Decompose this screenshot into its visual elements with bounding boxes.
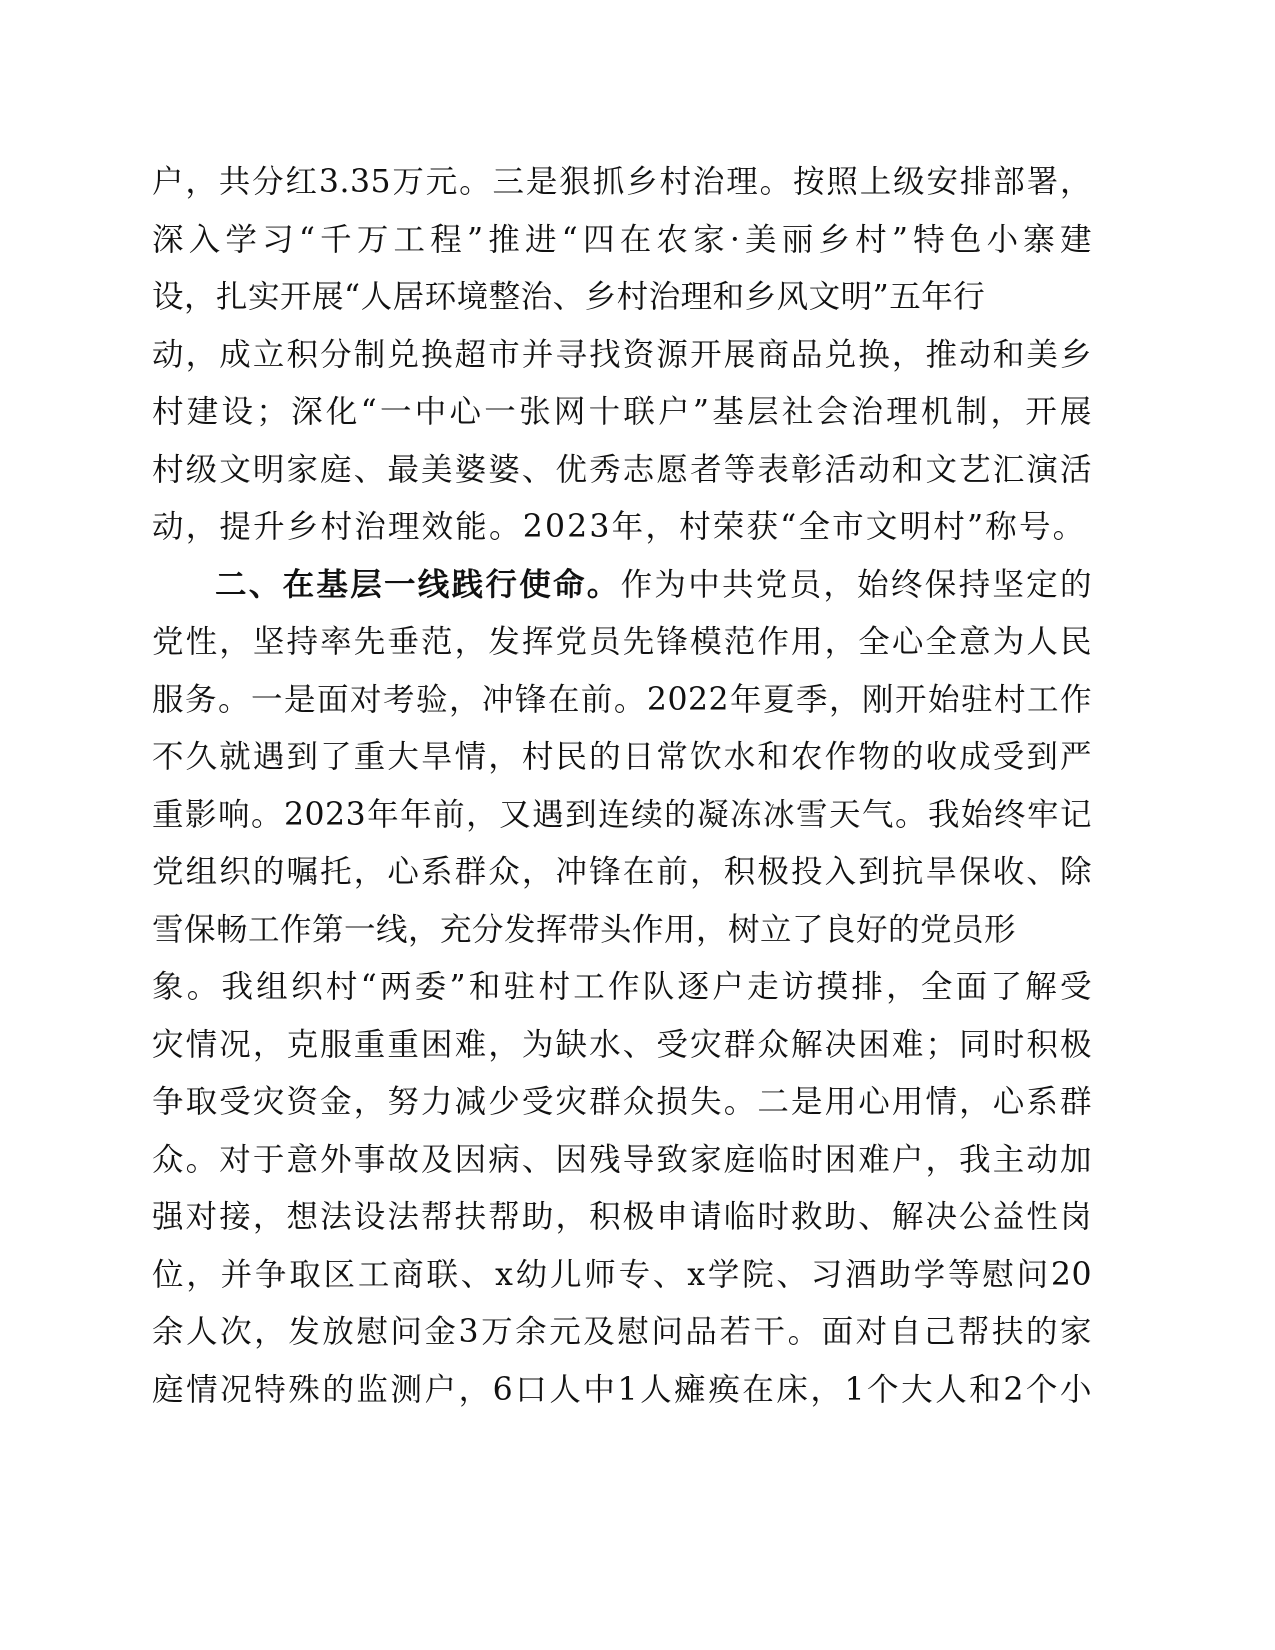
text-line: 灾情况，克服重重困难，为缺水、受灾群众解决困难；同时积极	[152, 1026, 1092, 1063]
text-line: 不久就遇到了重大旱情，村民的日常饮水和农作物的收成受到严	[152, 739, 1092, 775]
text-line: 设，扎实开展“人居环境整治、乡村治理和乡风文明”五年行	[152, 279, 986, 315]
text-line: 党组织的嘱托，心系群众，冲锋在前，积极投入到抗旱保收、除	[152, 854, 1092, 890]
section-heading-rest: 作为中共党员，始终保持坚定的	[620, 566, 1092, 603]
text-line: 位，并争取区工商联、x幼儿师专、x学院、习酒助学等慰问20	[152, 1256, 1092, 1293]
text-line: 争取受灾资金，努力减少受灾群众损失。二是用心用情，心系群	[152, 1084, 1092, 1120]
text-line: 雪保畅工作第一线，充分发挥带头作用，树立了良好的党员形	[152, 911, 1017, 948]
text-line: 服务。一是面对考验，冲锋在前。2022年夏季，刚开始驻村工作	[152, 681, 1092, 718]
text-line: 户，共分红3.35万元。三是狠抓乡村治理。按照上级安排部署，	[152, 164, 1092, 200]
text-line: 动，提升乡村治理效能。2023年，村荣获“全市文明村”称号。	[152, 509, 1087, 545]
text-line: 深入学习“千万工程”推进“四在农家·美丽乡村”特色小寨建	[152, 221, 1092, 258]
text-line: 强对接，想法设法帮扶帮助，积极申请临时救助、解决公益性岗	[152, 1199, 1092, 1235]
section-heading: 二、在基层一线践行使命。	[215, 566, 621, 603]
text-line: 动，成立积分制兑换超市并寻找资源开展商品兑换，推动和美乡	[152, 336, 1092, 373]
text-line: 众。对于意外事故及因病、因残导致家庭临时困难户，我主动加	[152, 1141, 1092, 1178]
text-line: 象。我组织村“两委”和驻村工作队逐户走访摸排，全面了解受	[152, 969, 1092, 1005]
text-line: 重影响。2023年年前，又遇到连续的凝冻冰雪天气。我始终牢记	[152, 796, 1092, 833]
section-heading-line	[152, 557, 1092, 615]
text-line: 村建设；深化“一中心一张网十联户”基层社会治理机制，开展	[152, 394, 1092, 430]
text-line: 余人次，发放慰问金3万余元及慰问品若干。面对自己帮扶的家	[152, 1314, 1092, 1350]
text-line: 庭情况特殊的监测户，6口人中1人瘫痪在床，1个大人和2个小	[152, 1371, 1092, 1408]
text-line: 党性，坚持率先垂范，发挥党员先锋模范作用，全心全意为人民	[152, 624, 1092, 660]
body-text	[152, 154, 1092, 1419]
text-line: 村级文明家庭、最美婆婆、优秀志愿者等表彰活动和文艺汇演活	[152, 451, 1092, 488]
